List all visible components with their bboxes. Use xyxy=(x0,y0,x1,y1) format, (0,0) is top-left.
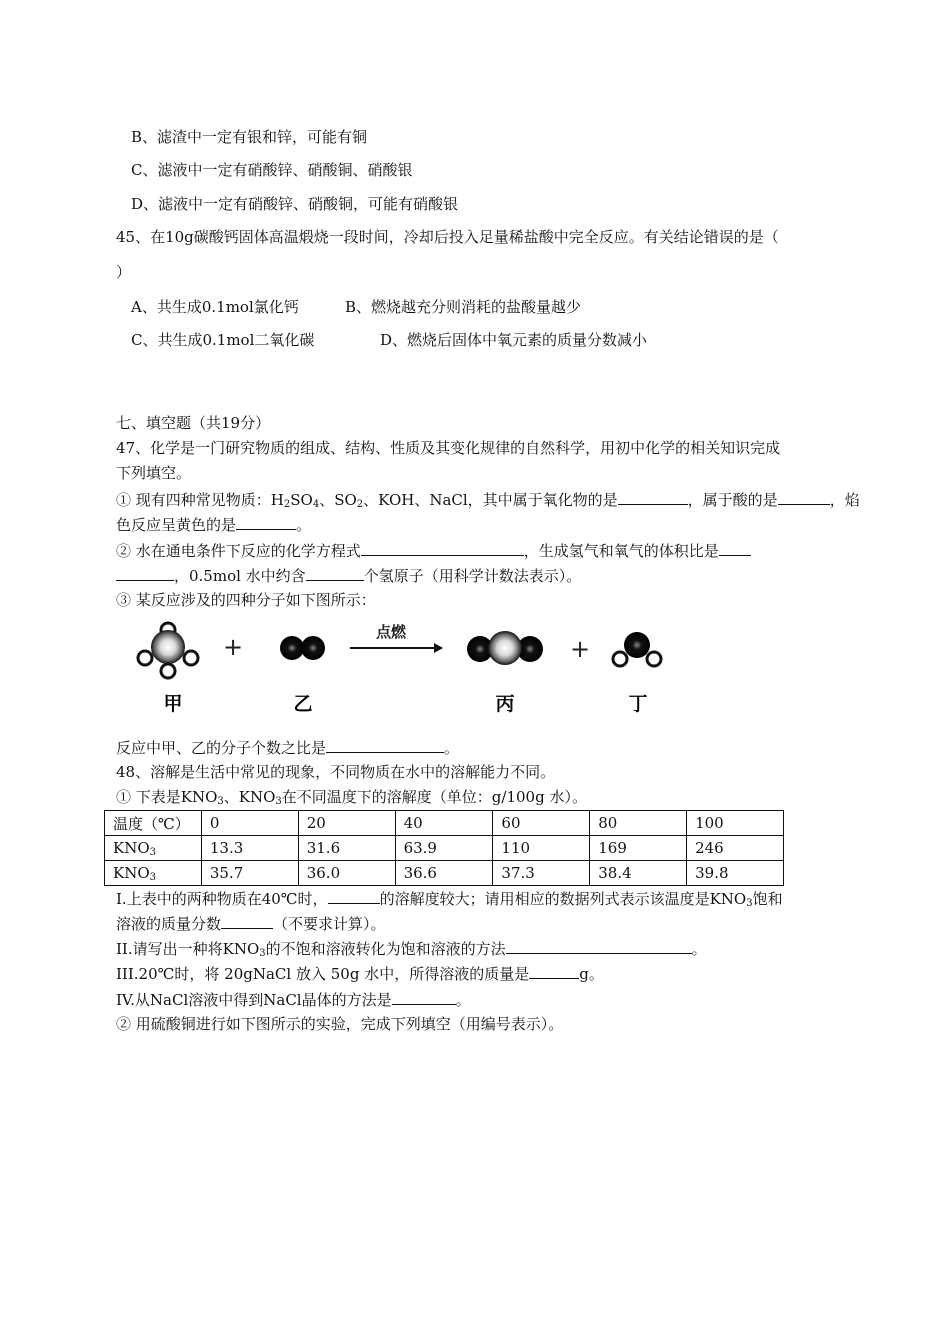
table-cell: 13.3 xyxy=(201,836,298,861)
q47-stem-line2: 下列填空。 xyxy=(116,464,192,482)
q45-stem-line2: ） xyxy=(116,263,132,281)
table-row-label xyxy=(105,861,202,886)
table-cell: 35.7 xyxy=(201,861,298,886)
q48-part-i-line1 xyxy=(116,887,783,910)
table-cell: 40 xyxy=(395,811,493,836)
text: ，0.5mol 水中约含 xyxy=(174,567,306,585)
table-row-label xyxy=(105,836,202,861)
plus-sign-2: + xyxy=(569,635,591,663)
q47-part1-line1 xyxy=(116,488,860,511)
text: 。 xyxy=(691,940,707,958)
text: 、KOH、NaCl，其中属于氧化物的是 xyxy=(363,491,618,509)
text: KNO xyxy=(113,839,150,857)
answer-blank-larger-solubility[interactable] xyxy=(328,887,380,904)
answer-blank-ratio[interactable] xyxy=(326,736,444,753)
answer-blank-solution-mass[interactable] xyxy=(529,962,579,979)
subscript: 3 xyxy=(149,847,157,858)
answer-blank-oxide[interactable] xyxy=(618,488,688,505)
answer-blank-mass-fraction[interactable] xyxy=(221,912,273,929)
answer-blank-method[interactable] xyxy=(506,937,692,954)
table-cell: 31.6 xyxy=(298,836,395,861)
plus-sign-1: + xyxy=(222,633,244,661)
table-cell: 60 xyxy=(493,811,590,836)
label-yi: 乙 xyxy=(293,693,313,715)
arrow-label: 点燃 xyxy=(375,623,407,641)
q47-part1-line2 xyxy=(116,513,311,536)
text: 。 xyxy=(455,991,471,1009)
section-title: 七、填空题（共19分） xyxy=(116,414,271,432)
subscript: 2 xyxy=(356,499,364,510)
q47-ratio-line xyxy=(116,736,459,759)
subscript: 4 xyxy=(312,499,320,510)
molecule-ding-icon xyxy=(613,632,661,666)
table-cell: 100 xyxy=(687,811,784,836)
text: ① 现有四种常见物质：H xyxy=(116,491,284,509)
text: g。 xyxy=(579,965,604,983)
table-cell: 80 xyxy=(590,811,687,836)
q48-stem: 48、溶解是生活中常见的现象，不同物质在水中的溶解能力不同。 xyxy=(116,763,556,781)
table-cell: 38.4 xyxy=(590,861,687,886)
q45-option-d: D、燃烧后固体中氧元素的质量分数减小 xyxy=(380,331,648,349)
text: 、KNO xyxy=(223,788,276,806)
molecule-bing-icon xyxy=(467,631,543,665)
q48-table-intro xyxy=(116,786,587,808)
table-cell: 39.8 xyxy=(687,861,784,886)
table-cell: 246 xyxy=(687,836,784,861)
q44-option-d: D、滤液中一定有硝酸锌、硝酸铜，可能有硝酸银 xyxy=(131,195,459,213)
text: ，焰 xyxy=(829,491,860,509)
text: 在不同温度下的溶解度（单位：g/100g 水）。 xyxy=(281,788,587,806)
subscript: 3 xyxy=(149,872,157,883)
text: （不要求计算）。 xyxy=(273,915,386,933)
q47-part3-text: ③ 某反应涉及的四种分子如下图所示： xyxy=(116,591,376,609)
table-row xyxy=(105,836,784,861)
answer-blank-equation[interactable] xyxy=(361,539,524,556)
q44-option-c: C、滤液中一定有硝酸锌、硝酸铜、硝酸银 xyxy=(131,161,413,179)
table-cell: 37.3 xyxy=(493,861,590,886)
subscript: 3 xyxy=(259,948,266,959)
table-cell: 169 xyxy=(590,836,687,861)
answer-blank-hydrogen-atoms[interactable] xyxy=(306,564,364,581)
q45-option-c: C、共生成0.1mol二氧化碳 xyxy=(131,331,315,349)
reaction-arrow-icon xyxy=(350,623,443,653)
text: 的不饱和溶液转化为饱和溶液的方法 xyxy=(265,940,506,958)
text: IV.从NaCl溶液中得到NaCl晶体的方法是 xyxy=(116,991,392,1009)
table-cell: 110 xyxy=(493,836,590,861)
reaction-diagram xyxy=(128,615,668,725)
q45-stem-line1: 45、在10g碳酸钙固体高温煅烧一段时间，冷却后投入足量稀盐酸中完全反应。有关结论错误的是（ xyxy=(116,228,779,246)
text: ② 水在通电条件下反应的化学方程式 xyxy=(116,542,361,560)
text: KNO xyxy=(113,864,150,882)
molecule-jia-icon xyxy=(138,623,198,678)
text: 个氢原子（用科学计数法表示）。 xyxy=(363,567,582,585)
subscript: 3 xyxy=(217,796,224,807)
text: ，属于酸的是 xyxy=(687,491,778,509)
table-cell: 0 xyxy=(201,811,298,836)
text: 反应中甲、乙的分子个数之比是 xyxy=(116,739,327,757)
label-bing: 丙 xyxy=(495,693,515,715)
answer-blank-acid[interactable] xyxy=(778,488,830,505)
answer-blank-flame[interactable] xyxy=(236,513,296,530)
q48-part2: ② 用硫酸铜进行如下图所示的实验，完成下列填空（用编号表示）。 xyxy=(116,1015,564,1033)
solubility-table xyxy=(104,810,784,886)
table-cell: 20 xyxy=(298,811,395,836)
text: 。 xyxy=(444,739,460,757)
q45-option-a: A、共生成0.1mol氯化钙 xyxy=(131,298,299,316)
q48-part-iii xyxy=(116,962,604,985)
table-cell: 36.6 xyxy=(395,861,493,886)
text: 、SO xyxy=(319,491,357,509)
text: SO xyxy=(290,491,313,509)
text: 的溶解度较大；请用相应的数据列式表示该温度是KNO xyxy=(379,890,747,908)
subscript: 2 xyxy=(283,499,291,510)
molecule-yi-icon xyxy=(280,636,325,660)
answer-blank-volume-ratio-cont[interactable] xyxy=(116,564,174,581)
label-ding: 丁 xyxy=(628,693,648,715)
text: I.上表中的两种物质在40℃时， xyxy=(116,890,328,908)
q47-part2-line1 xyxy=(116,539,751,562)
subscript: 3 xyxy=(746,898,753,909)
text: III.20℃时，将 20gNaCl 放入 50g 水中，所得溶液的质量是 xyxy=(116,965,530,983)
table-header-row xyxy=(105,811,784,836)
q48-part-iv xyxy=(116,988,471,1011)
text: II.请写出一种将KNO xyxy=(116,940,260,958)
q44-option-b: B、滤渣中一定有银和锌，可能有铜 xyxy=(131,128,368,146)
text: 饱和 xyxy=(752,890,783,908)
table-cell: 63.9 xyxy=(395,836,493,861)
q47-part2-line2 xyxy=(116,564,581,587)
q47-stem-line1: 47、化学是一门研究物质的组成、结构、性质及其变化规律的自然科学，用初中化学的相关知识完成 xyxy=(116,439,781,457)
answer-blank-crystal-method[interactable] xyxy=(392,988,456,1005)
answer-blank-volume-ratio[interactable] xyxy=(719,539,751,556)
text: 溶液的质量分数 xyxy=(116,915,222,933)
subscript: 3 xyxy=(275,796,282,807)
q45-option-b: B、燃烧越充分则消耗的盐酸量越少 xyxy=(345,298,582,316)
text: 色反应呈黄色的是 xyxy=(116,516,237,534)
q48-part-i-line2 xyxy=(116,912,386,935)
table-cell: 36.0 xyxy=(298,861,395,886)
label-jia: 甲 xyxy=(163,693,183,715)
table-cell: 温度（℃） xyxy=(105,811,202,836)
q48-part-ii xyxy=(116,937,707,960)
text: ，生成氢气和氧气的体积比是 xyxy=(523,542,719,560)
text: ① 下表是KNO xyxy=(116,788,218,806)
text: 。 xyxy=(296,516,312,534)
table-row xyxy=(105,861,784,886)
